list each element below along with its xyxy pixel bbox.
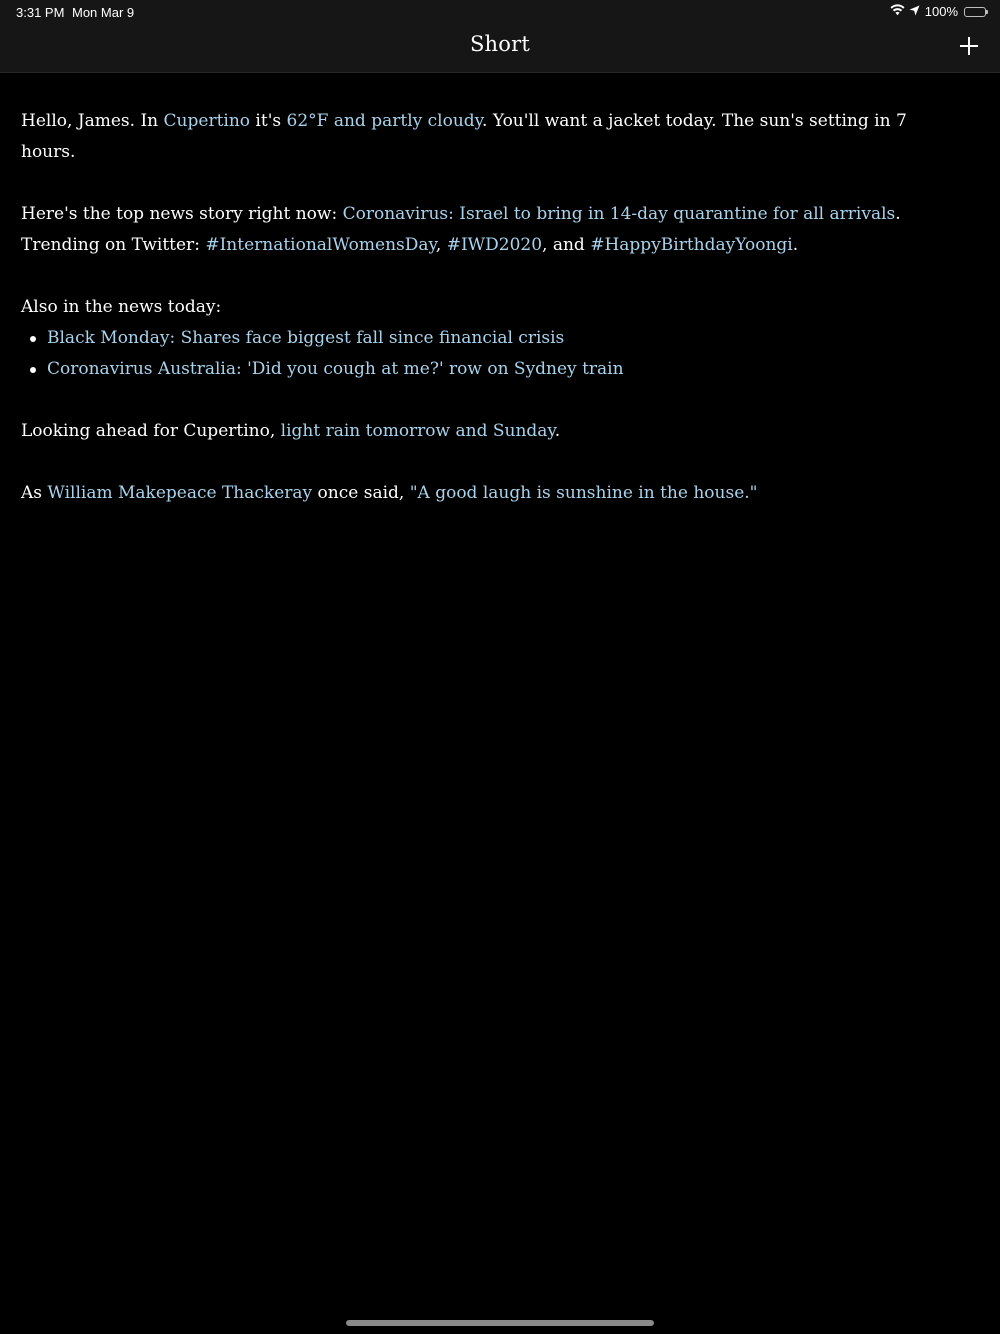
forecast-text: Looking ahead for Cupertino, bbox=[21, 421, 281, 441]
top-news-paragraph bbox=[21, 199, 961, 261]
quote-text: As bbox=[21, 483, 48, 503]
location-arrow-icon bbox=[909, 4, 920, 19]
trend-link-happy-birthday-yoongi[interactable]: #HappyBirthdayYoongi bbox=[590, 235, 793, 255]
greeting-text: . You'll want a jacket today. The sun's setting in 7 hours. bbox=[21, 111, 907, 162]
battery-percent: 100% bbox=[924, 4, 958, 19]
also-news-heading: Also in the news today: bbox=[21, 297, 222, 317]
top-story-link[interactable]: Coronavirus: Israel to bring in 14-day quarantine for all arrivals bbox=[342, 204, 896, 224]
home-indicator[interactable] bbox=[346, 1320, 654, 1326]
trending-text: , bbox=[435, 235, 447, 255]
trend-link-international-womens-day[interactable]: #InternationalWomensDay bbox=[205, 235, 436, 255]
battery-icon bbox=[964, 7, 986, 17]
list-item bbox=[21, 354, 961, 385]
wifi-icon bbox=[890, 4, 905, 19]
plus-icon bbox=[956, 33, 982, 59]
trend-link-iwd2020[interactable]: #IWD2020 bbox=[446, 235, 543, 255]
trending-text: . bbox=[792, 235, 799, 255]
quote-link[interactable]: "A good laugh is sunshine in the house." bbox=[409, 483, 758, 503]
page-title: Short bbox=[469, 32, 531, 56]
weather-link[interactable]: 62°F and partly cloudy bbox=[286, 111, 483, 131]
news-list bbox=[21, 323, 961, 385]
status-time: 3:31 PM bbox=[16, 5, 65, 20]
forecast-link[interactable]: light rain tomorrow and Sunday bbox=[280, 421, 555, 441]
trending-text: , and bbox=[542, 235, 591, 255]
top-news-text: . bbox=[895, 204, 901, 224]
news-link[interactable]: Coronavirus Australia: 'Did you cough at me?' row on Sydney train bbox=[47, 359, 624, 379]
quote-text: once said, bbox=[312, 483, 410, 503]
status-indicators bbox=[890, 4, 986, 19]
quote-author-link[interactable]: William Makepeace Thackeray bbox=[47, 483, 313, 503]
trending-text: Trending on Twitter: bbox=[21, 235, 206, 255]
greeting-text: Hello, James. In bbox=[21, 111, 164, 131]
forecast-text: . bbox=[554, 421, 561, 441]
forecast-paragraph bbox=[21, 416, 961, 447]
quote-paragraph bbox=[21, 478, 961, 509]
greeting-paragraph bbox=[21, 106, 961, 168]
greeting-text: it's bbox=[250, 111, 287, 131]
news-link[interactable]: Black Monday: Shares face biggest fall since financial crisis bbox=[47, 328, 565, 348]
navigation-bar bbox=[0, 0, 1000, 73]
also-news-section bbox=[21, 292, 961, 385]
add-button[interactable] bbox=[956, 33, 982, 59]
status-bar bbox=[0, 0, 1000, 24]
city-link[interactable]: Cupertino bbox=[163, 111, 251, 131]
list-item bbox=[21, 323, 961, 354]
briefing-content bbox=[21, 106, 961, 540]
status-date: Mon Mar 9 bbox=[72, 5, 135, 20]
top-news-text: Here's the top news story right now: bbox=[21, 204, 343, 224]
